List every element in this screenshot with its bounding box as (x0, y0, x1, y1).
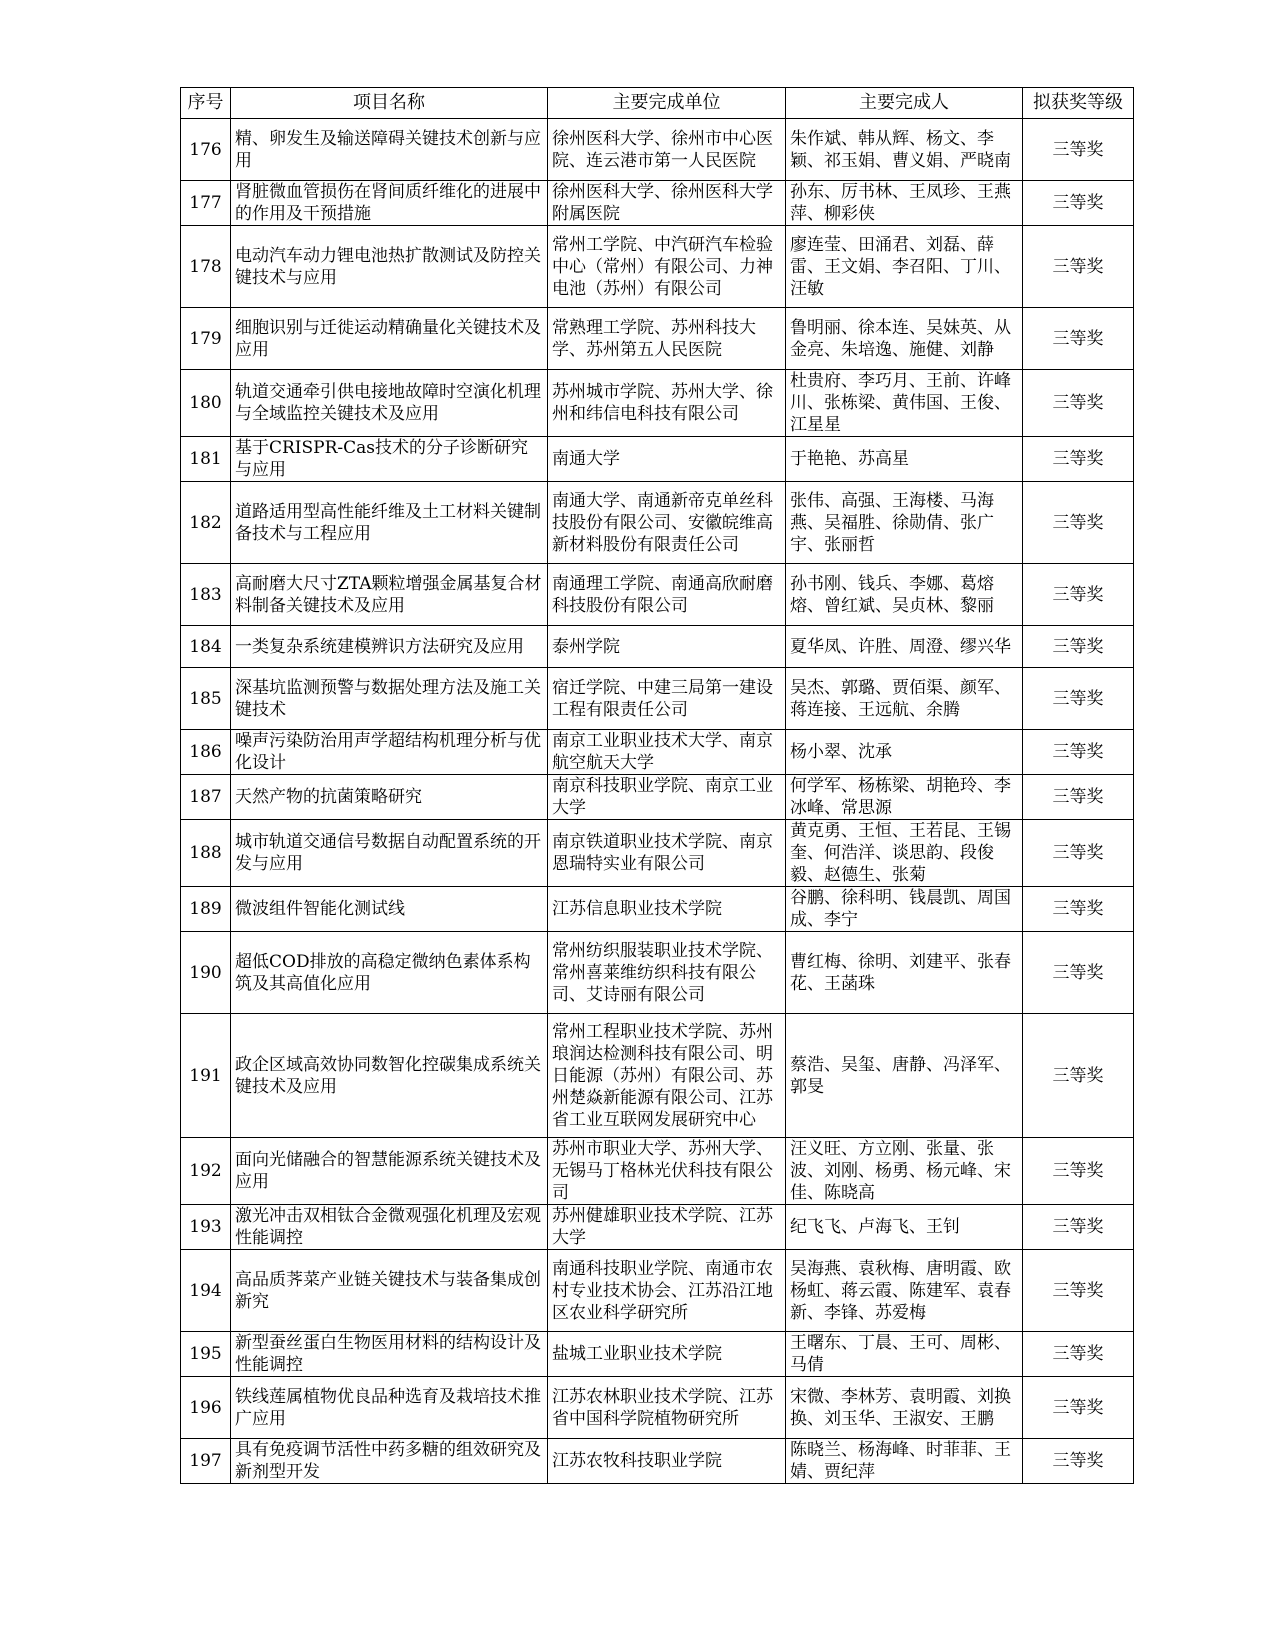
row-number: 193 (181, 1205, 231, 1250)
award-grade: 三等奖 (1023, 119, 1134, 181)
project-name: 城市轨道交通信号数据自动配置系统的开发与应用 (231, 820, 548, 887)
row-number: 192 (181, 1138, 231, 1205)
header-main-unit: 主要完成单位 (548, 88, 786, 119)
row-number: 180 (181, 370, 231, 437)
award-grade: 三等奖 (1023, 1332, 1134, 1377)
award-grade: 三等奖 (1023, 1014, 1134, 1138)
main-unit: 宿迁学院、中建三局第一建设工程有限责任公司 (548, 668, 786, 730)
award-grade: 三等奖 (1023, 1439, 1134, 1484)
main-people: 曹红梅、徐明、刘建平、张春花、王菡珠 (786, 932, 1023, 1014)
table-row (181, 730, 1134, 775)
table-row (181, 1205, 1134, 1250)
award-grade: 三等奖 (1023, 775, 1134, 820)
main-people: 杨小翠、沈承 (786, 730, 1023, 775)
row-number: 186 (181, 730, 231, 775)
table-row (181, 1439, 1134, 1484)
project-name: 基于CRISPR-Cas技术的分子诊断研究与应用 (231, 437, 548, 482)
project-name: 天然产物的抗菌策略研究 (231, 775, 548, 820)
row-number: 178 (181, 226, 231, 308)
main-people: 宋微、李林芳、袁明霞、刘换换、刘玉华、王淑安、王鹏 (786, 1377, 1023, 1439)
main-people: 于艳艳、苏高星 (786, 437, 1023, 482)
award-grade: 三等奖 (1023, 730, 1134, 775)
row-number: 188 (181, 820, 231, 887)
main-people: 吴杰、郭璐、贾佰渠、颜军、蒋连接、王远航、余腾 (786, 668, 1023, 730)
main-people: 何学军、杨栋梁、胡艳玲、李冰峰、常思源 (786, 775, 1023, 820)
main-unit: 常州工学院、中汽研汽车检验中心（常州）有限公司、力神电池（苏州）有限公司 (548, 226, 786, 308)
row-number: 194 (181, 1250, 231, 1332)
main-people: 孙书刚、钱兵、李娜、葛熔熔、曾红斌、吴贞林、黎丽 (786, 564, 1023, 626)
project-name: 铁线莲属植物优良品种选育及栽培技术推广应用 (231, 1377, 548, 1439)
main-people: 黄克勇、王恒、王若昆、王锡奎、何浩洋、谈思韵、段俊毅、赵德生、张菊 (786, 820, 1023, 887)
award-grade: 三等奖 (1023, 887, 1134, 932)
row-number: 179 (181, 308, 231, 370)
project-name: 细胞识别与迁徙运动精确量化关键技术及应用 (231, 308, 548, 370)
table-row (181, 775, 1134, 820)
table-row (181, 820, 1134, 887)
row-number: 177 (181, 181, 231, 226)
award-grade: 三等奖 (1023, 308, 1134, 370)
table-row (181, 887, 1134, 932)
project-name: 噪声污染防治用声学超结构机理分析与优化设计 (231, 730, 548, 775)
award-grade: 三等奖 (1023, 437, 1134, 482)
award-grade: 三等奖 (1023, 482, 1134, 564)
main-unit: 常州工程职业技术学院、苏州琅润达检测科技有限公司、明日能源（苏州）有限公司、苏州楚焱新能源有限公司、江苏省工业互联网发展研究中心 (548, 1014, 786, 1138)
main-people: 纪飞飞、卢海飞、王钊 (786, 1205, 1023, 1250)
main-people: 谷鹏、徐科明、钱晨凯、周国成、李宁 (786, 887, 1023, 932)
main-people: 杜贵府、李巧月、王前、许峰川、张栋梁、黄伟国、王俊、江星星 (786, 370, 1023, 437)
table-row (181, 181, 1134, 226)
main-unit: 南通大学、南通新帝克单丝科技股份有限公司、安徽皖维高新材料股份有限责任公司 (548, 482, 786, 564)
project-name: 高耐磨大尺寸ZTA颗粒增强金属基复合材料制备关键技术及应用 (231, 564, 548, 626)
main-unit: 南通科技职业学院、南通市农村专业技术协会、江苏沿江地区农业科学研究所 (548, 1250, 786, 1332)
project-name: 超低COD排放的高稳定微纳色素体系构筑及其高值化应用 (231, 932, 548, 1014)
header-row (181, 88, 1134, 119)
main-people: 蔡浩、吴玺、唐静、冯泽军、郭旻 (786, 1014, 1023, 1138)
main-people: 朱作斌、韩从辉、杨文、李颖、祁玉娟、曹义娟、严晓南 (786, 119, 1023, 181)
main-unit: 苏州城市学院、苏州大学、徐州和纬信电科技有限公司 (548, 370, 786, 437)
award-grade: 三等奖 (1023, 226, 1134, 308)
table-row (181, 626, 1134, 668)
row-number: 181 (181, 437, 231, 482)
table-row (181, 226, 1134, 308)
row-number: 183 (181, 564, 231, 626)
row-number: 184 (181, 626, 231, 668)
main-people: 吴海燕、袁秋梅、唐明霞、欧杨虹、蒋云霞、陈建军、袁春新、李锋、苏爱梅 (786, 1250, 1023, 1332)
row-number: 197 (181, 1439, 231, 1484)
main-unit: 徐州医科大学、徐州医科大学附属医院 (548, 181, 786, 226)
header-award-grade: 拟获奖等级 (1023, 88, 1134, 119)
table-row (181, 437, 1134, 482)
main-unit: 徐州医科大学、徐州市中心医院、连云港市第一人民医院 (548, 119, 786, 181)
main-unit: 南通理工学院、南通高欣耐磨科技股份有限公司 (548, 564, 786, 626)
award-grade: 三等奖 (1023, 564, 1134, 626)
main-unit: 南通大学 (548, 437, 786, 482)
table-row (181, 1377, 1134, 1439)
main-people: 鲁明丽、徐本连、吴妹英、从金亮、朱培逸、施健、刘静 (786, 308, 1023, 370)
main-unit: 苏州健雄职业技术学院、江苏大学 (548, 1205, 786, 1250)
award-grade: 三等奖 (1023, 668, 1134, 730)
row-number: 176 (181, 119, 231, 181)
main-unit: 江苏信息职业技术学院 (548, 887, 786, 932)
award-grade: 三等奖 (1023, 181, 1134, 226)
main-people: 廖连莹、田涌君、刘磊、薛雷、王文娟、李召阳、丁川、汪敏 (786, 226, 1023, 308)
row-number: 195 (181, 1332, 231, 1377)
project-name: 精、卵发生及输送障碍关键技术创新与应用 (231, 119, 548, 181)
project-name: 面向光储融合的智慧能源系统关键技术及应用 (231, 1138, 548, 1205)
row-number: 185 (181, 668, 231, 730)
project-name: 轨道交通牵引供电接地故障时空演化机理与全域监控关键技术及应用 (231, 370, 548, 437)
table-row (181, 1014, 1134, 1138)
main-unit: 泰州学院 (548, 626, 786, 668)
award-grade: 三等奖 (1023, 1205, 1134, 1250)
row-number: 182 (181, 482, 231, 564)
row-number: 191 (181, 1014, 231, 1138)
main-people: 陈晓兰、杨海峰、时菲菲、王婧、贾纪萍 (786, 1439, 1023, 1484)
row-number: 190 (181, 932, 231, 1014)
project-name: 电动汽车动力锂电池热扩散测试及防控关键技术与应用 (231, 226, 548, 308)
project-name: 具有免疫调节活性中药多糖的组效研究及新剂型开发 (231, 1439, 548, 1484)
table-row (181, 1138, 1134, 1205)
award-grade: 三等奖 (1023, 1250, 1134, 1332)
award-grade: 三等奖 (1023, 370, 1134, 437)
main-unit: 南京工业职业技术大学、南京航空航天大学 (548, 730, 786, 775)
main-unit: 苏州市职业大学、苏州大学、无锡马丁格林光伏科技有限公司 (548, 1138, 786, 1205)
main-unit: 南京铁道职业技术学院、南京恩瑞特实业有限公司 (548, 820, 786, 887)
main-unit: 常州纺织服装职业技术学院、常州喜莱维纺织科技有限公司、艾诗丽有限公司 (548, 932, 786, 1014)
project-name: 政企区域高效协同数智化控碳集成系统关键技术及应用 (231, 1014, 548, 1138)
project-name: 微波组件智能化测试线 (231, 887, 548, 932)
main-people: 夏华凤、许胜、周澄、缪兴华 (786, 626, 1023, 668)
award-grade: 三等奖 (1023, 820, 1134, 887)
award-grade: 三等奖 (1023, 1377, 1134, 1439)
row-number: 189 (181, 887, 231, 932)
header-project-name: 项目名称 (231, 88, 548, 119)
main-unit: 盐城工业职业技术学院 (548, 1332, 786, 1377)
award-grade: 三等奖 (1023, 626, 1134, 668)
main-unit: 江苏农牧科技职业学院 (548, 1439, 786, 1484)
main-people: 汪义旺、方立刚、张量、张波、刘刚、杨勇、杨元峰、宋佳、陈晓高 (786, 1138, 1023, 1205)
project-name: 道路适用型高性能纤维及土工材料关键制备技术与工程应用 (231, 482, 548, 564)
project-name: 激光冲击双相钛合金微观强化机理及宏观性能调控 (231, 1205, 548, 1250)
row-number: 196 (181, 1377, 231, 1439)
main-unit: 常熟理工学院、苏州科技大学、苏州第五人民医院 (548, 308, 786, 370)
table-row (181, 308, 1134, 370)
table-row (181, 564, 1134, 626)
table-row (181, 932, 1134, 1014)
award-grade: 三等奖 (1023, 932, 1134, 1014)
main-people: 孙东、厉书林、王凤珍、王燕萍、柳彩侠 (786, 181, 1023, 226)
project-name: 深基坑监测预警与数据处理方法及施工关键技术 (231, 668, 548, 730)
main-people: 王曙东、丁晨、王可、周彬、马倩 (786, 1332, 1023, 1377)
award-grade: 三等奖 (1023, 1138, 1134, 1205)
award-table (180, 87, 1134, 1484)
row-number: 187 (181, 775, 231, 820)
table-row (181, 1332, 1134, 1377)
project-name: 新型蚕丝蛋白生物医用材料的结构设计及性能调控 (231, 1332, 548, 1377)
table-row (181, 1250, 1134, 1332)
table-row (181, 668, 1134, 730)
project-name: 高品质荠菜产业链关键技术与装备集成创新究 (231, 1250, 548, 1332)
table-row (181, 119, 1134, 181)
main-unit: 江苏农林职业技术学院、江苏省中国科学院植物研究所 (548, 1377, 786, 1439)
project-name: 一类复杂系统建模辨识方法研究及应用 (231, 626, 548, 668)
header-main-people: 主要完成人 (786, 88, 1023, 119)
main-unit: 南京科技职业学院、南京工业大学 (548, 775, 786, 820)
main-people: 张伟、高强、王海楼、马海燕、吴福胜、徐勋倩、张广宇、张丽哲 (786, 482, 1023, 564)
header-no: 序号 (181, 88, 231, 119)
table-row (181, 370, 1134, 437)
table-row (181, 482, 1134, 564)
project-name: 肾脏微血管损伤在肾间质纤维化的进展中的作用及干预措施 (231, 181, 548, 226)
